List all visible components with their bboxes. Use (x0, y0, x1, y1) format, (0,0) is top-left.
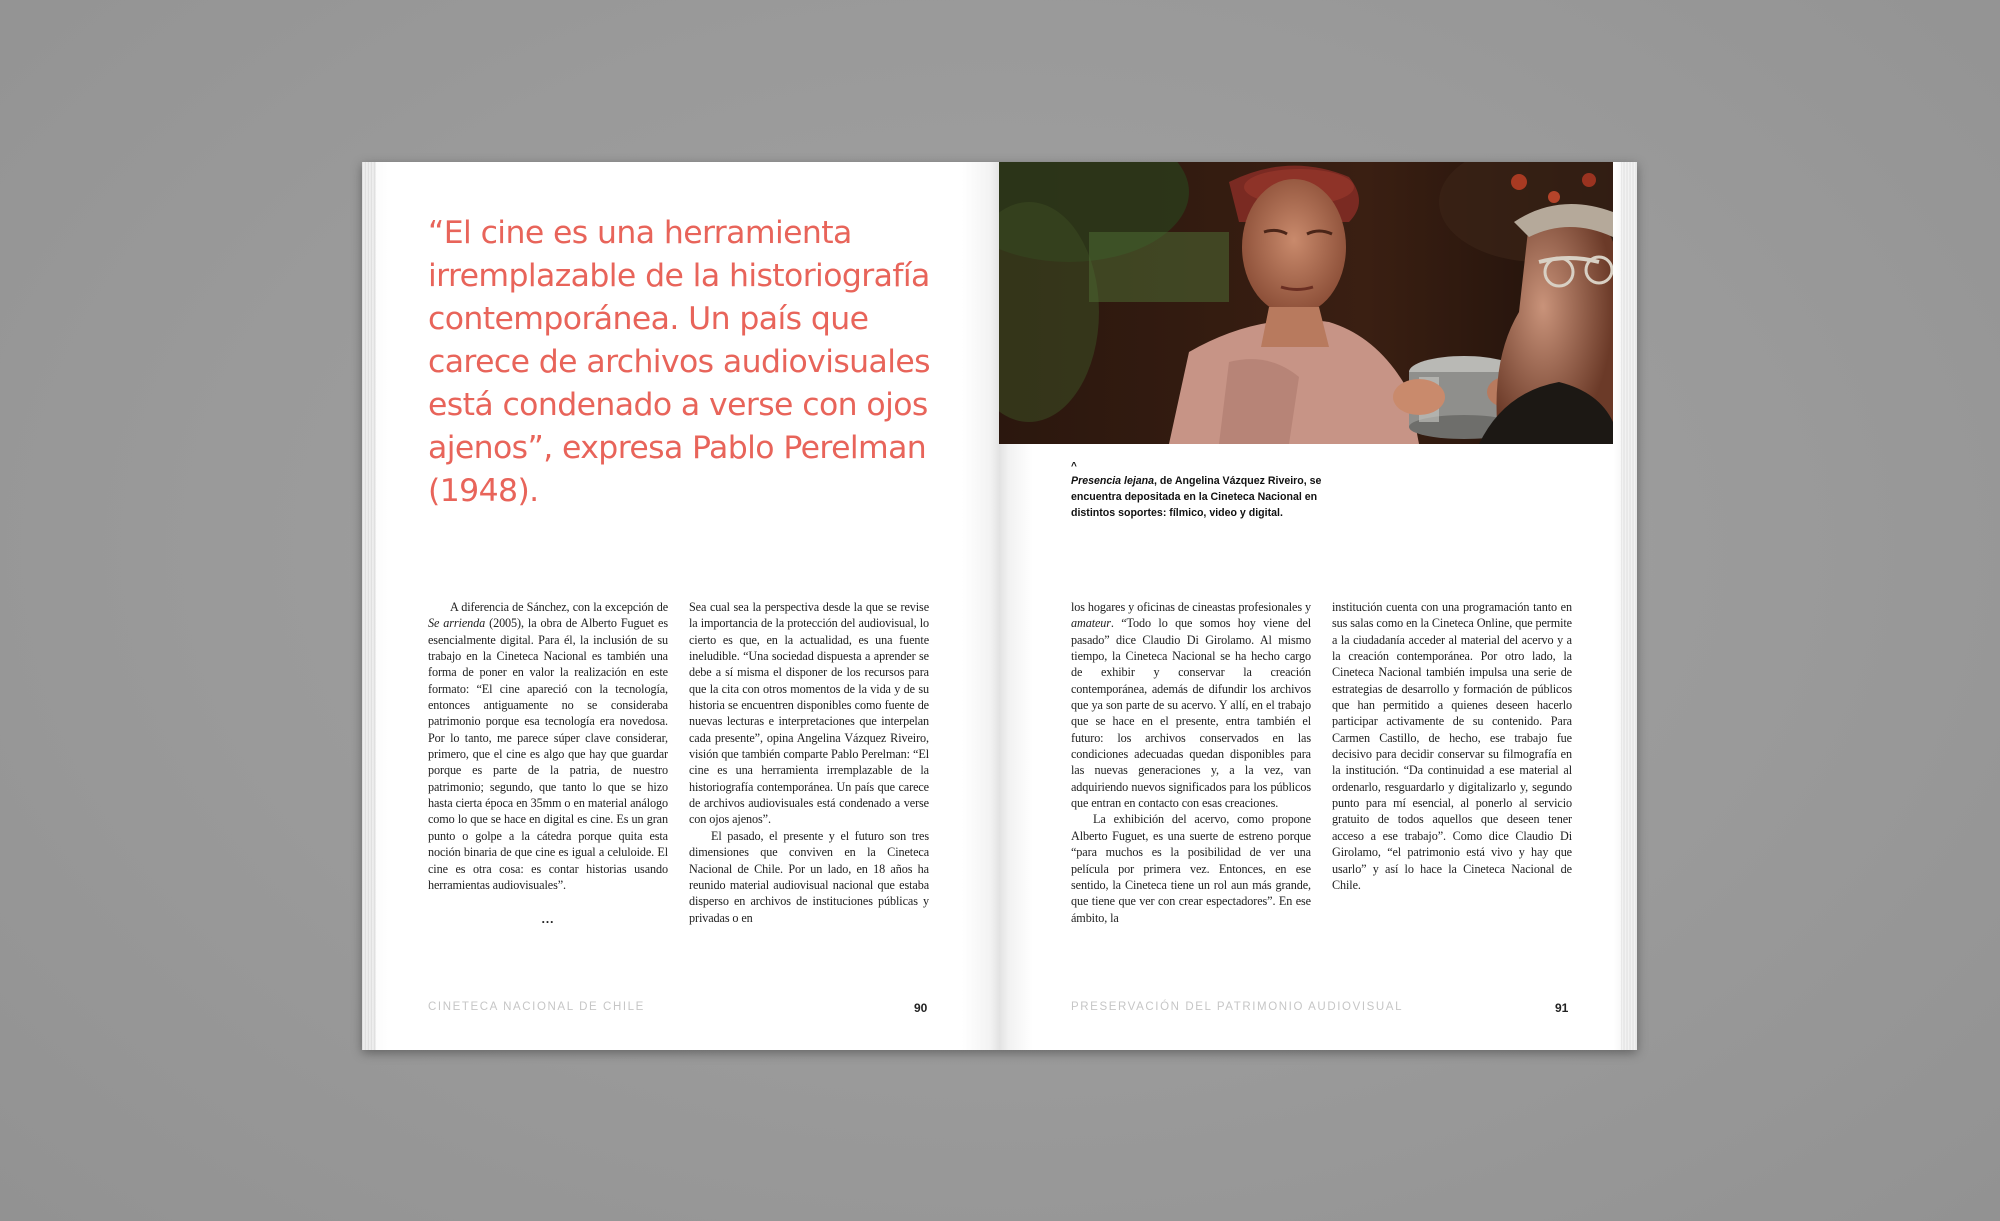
photo-caption: ^ Presencia lejana, de Angelina Vázquez Riveiro, se encuentra depositada en la Cineteca Nacional en distintos soportes: fílmico, video y digital. (1071, 463, 1331, 521)
paragraph: los hogares y oficinas de cineastas profesionales y amateur. “Todo lo que somos hoy viene del pasado” dice Claudio Di Girolamo. Al mismo tiempo, la Cineteca Nacional se ha hecho cargo de exhibir y conservar la creación contemporánea, además de difundir los archivos que ya son parte de su acervo. Y allí, en el trabajo que se hace en el presente, entra también el futuro: los archivos conservados en las condiciones adecuadas quedan disponibles para las nuevas generaciones y, a la vez, van adquiriendo nuevos significados para los públicos que entran en contacto con esas creaciones. (1071, 600, 1311, 811)
text-column-3 (1071, 599, 1311, 926)
paragraph: El pasado, el presente y el futuro son tres dimensiones que conviven en la Cineteca Nacional de Chile. Por un lado, en 18 años ha reunido material audiovisual nacional que estaba disperso en archivos de instituciones públicas y privadas o en (689, 828, 929, 925)
section-break: ... (541, 911, 555, 927)
paragraph: Sea cual sea la perspectiva desde la que se revise la importancia de la protección del audiovisual, lo cierto es que, en la actualidad, es una fuente ineludible. “Una sociedad dispuesta a aprender se debe a sí misma el disponer de los recursos para que la cita con otros momentos de la vida y de su historia se encuentren disponibles como fuente de nuevas lecturas e interpretaciones que interpelan cada presente”, opina Angelina Vázquez Riveiro, visión que también comparte Pablo Perelman: “El cine es una herramienta irremplazable de la historiografía contemporánea. Un país que carece de archivos audiovisuales está condenado a verse con ojos ajenos”. (689, 600, 929, 827)
film-still-photo (999, 162, 1613, 444)
paragraph: La exhibición del acervo, como propone Alberto Fuguet, es una suerte de estreno porque “para muchos es la posibilidad de ver una película por primera vez. Entonces, en ese sentido, la Cineteca tiene un rol aun más grande, que tiene que ver con crear espectadores”. En ese ámbito, la (1071, 812, 1311, 925)
film-title: Se arrienda (428, 616, 486, 631)
caption-film-title: Presencia lejana (1071, 475, 1155, 487)
caption-caret-icon: ^ (1071, 461, 1077, 472)
text-column-1 (428, 599, 668, 928)
page-number: 91 (1555, 1001, 1569, 1015)
page-edges-right (1621, 162, 1637, 1050)
pull-quote: “El cine es una herramienta irremplazable de la historiografía contemporánea. Un país que carece de archivos audiovisuales está condenado a verse con ojos ajenos”, expresa Pablo Perelman (1948). (428, 215, 930, 509)
page-edges-left (362, 162, 376, 1050)
right-page (999, 162, 1637, 1050)
italic-term: amateur (1071, 616, 1111, 631)
left-page (362, 162, 999, 1050)
text-column-2 (689, 599, 929, 926)
running-footer-title: CINETECA NACIONAL DE CHILE (428, 1001, 645, 1013)
running-footer-title: PRESERVACIÓN DEL PATRIMONIO AUDIOVISUAL (1071, 1001, 1404, 1013)
paragraph: A diferencia de Sánchez, con la excepción de Se arrienda (2005), la obra de Alberto Fuguet es esencialmente digital. Para él, la inclusión de su trabajo en la Cineteca Nacional es también una forma de poner en valor la realización en este formato: “El cine apareció con la tecnología, entonces antiguamente no se consideraba patrimonio porque esa tecnología era novedosa. Por lo tanto, me parece súper clave considerar, primero, que el cine es algo que hay que guardar porque es parte de la patria, de nuestro patrimonio; segundo, que tanto lo que se hizo hasta cierta época en 35mm o en material análogo como lo que se hace en digital es cine. Es un gran punto o golpe a la cátedra porque quita esta noción binaria de que cine es igual a celuloide. El cine es otra cosa: es contar historias usando herramientas audiovisuales”. (428, 600, 669, 892)
open-book-spread (362, 162, 1637, 1050)
paragraph: institución cuenta con una programación tanto en sus salas como en la Cineteca Online, que permite a la ciudadanía acceder al material del acervo y a la creación contemporánea. Por otro lado, la Cineteca Nacional también impulsa una serie de estrategias de desarrollo y formación de públicos que han permitido a quienes deseen hacerlo participar activamente de su contenido. Para Carmen Castillo, de hecho, ese trabajo fue decisivo para decidir conservar su filmografía en la institución. “Da continuidad a ese material al ordenarlo, resguardarlo y digitalizarlo y, segundo punto para mí esencial, al ponerlo al servicio gratuito de todos aquellos que deseen tener acceso a ese trabajo”. Como dice Claudio Di Girolamo, “el patrimonio está vivo y hay que usarlo” y así lo hace la Cineteca Nacional de Chile. (1332, 600, 1572, 892)
film-still-image (999, 162, 1613, 444)
page-number: 90 (914, 1001, 928, 1015)
text-column-4 (1332, 599, 1572, 893)
